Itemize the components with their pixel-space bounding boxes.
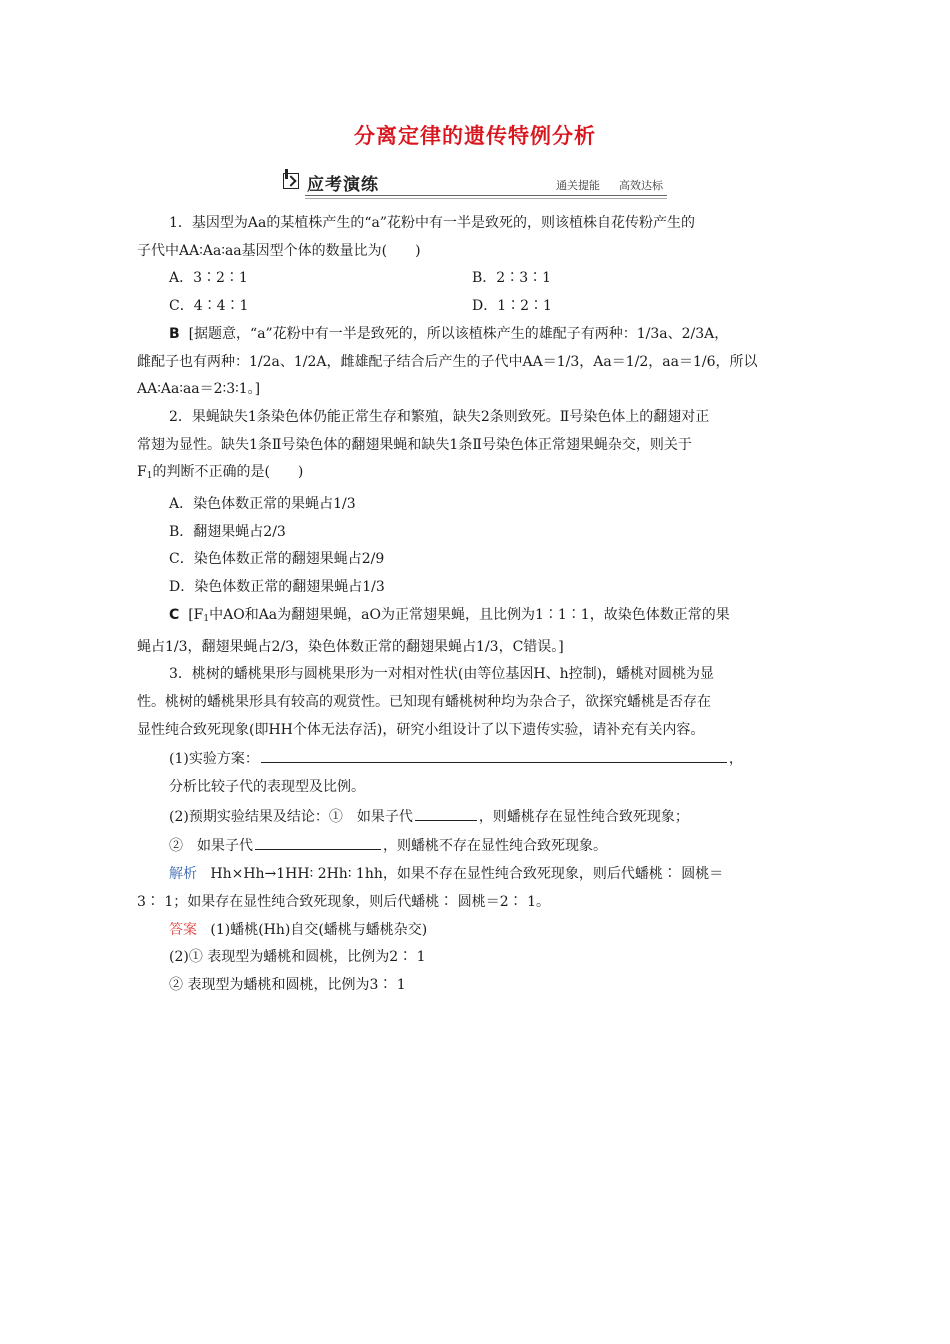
q3-answer-line: ② 表现型为蟠桃和圆桃，比例为3∶ 1: [169, 976, 406, 993]
option-d: D．染色体数正常的翻翅果蝇占1/3: [169, 579, 385, 596]
q1-explanation-line: AA∶Aa∶aa＝2∶3∶1。]: [137, 381, 261, 398]
q1-answer-letter: B: [169, 325, 180, 342]
option-b: B．2∶3∶1: [472, 270, 552, 287]
q2-stem-line: 常翅为显性。缺失1条Ⅱ号染色体的翻翅果蝇和缺失1条Ⅱ号染色体正常翅果蝇杂交，则关于: [137, 436, 692, 453]
q3-jiexi-line: 3∶ 1；如果存在显性纯合致死现象，则后代蟠桃∶ 圆桃＝2∶ 1。: [137, 893, 550, 910]
banner-subtitle: 通关提能 高效达标: [556, 179, 663, 192]
document-body: [137, 210, 817, 1000]
q1-explanation-line: 雌配子也有两种：1/2a、1/2A，雌雄配子结合后产生的子代中AA＝1/3，Aa＝1/2，aa＝1/6，所以: [137, 353, 758, 370]
option-c: C．染色体数正常的翻翅果蝇占2/9: [169, 551, 385, 568]
q2-explanation-text: 中AO和Aa为翻翅果蝇，aO为正常翅果蝇，且比例为1∶1∶1，故染色体数正常的果: [209, 606, 730, 623]
answer-blank[interactable]: [261, 744, 727, 763]
jiexi-label: 解析: [169, 866, 197, 883]
q3-jiexi-line: [137, 861, 817, 889]
option-d: D．1∶2∶1: [472, 298, 552, 315]
option-a: A．染色体数正常的果蝇占1/3: [169, 496, 356, 513]
part3-prefix: ② 如果子代: [169, 838, 253, 855]
q2-explanation-line: [137, 602, 817, 634]
q1-stem-line: 子代中AA∶Aa∶aa基因型个体的数量比为( ): [137, 242, 421, 259]
q2-stem-line: [137, 459, 817, 491]
f-symbol: F: [137, 464, 147, 481]
section-banner: [283, 172, 667, 196]
q2-stem-line: 2．果蝇缺失1条染色体仍能正常生存和繁殖，缺失2条则致死。Ⅱ号染色体上的翻翅对正: [169, 408, 710, 425]
answer-blank[interactable]: [415, 802, 477, 821]
subscript: 1: [203, 613, 210, 624]
q1-explanation-text: [据题意，“a”花粉中有一半是致死的，所以该植株产生的雄配子有两种：1/3a、2/3A，: [188, 325, 729, 342]
answer-blank[interactable]: [255, 831, 381, 850]
q3-part1-line: [137, 744, 817, 774]
q2-explanation-text: [F: [188, 606, 204, 623]
answer-text: (1)蟠桃(Hh)自交(蟠桃与蟠桃杂交): [210, 921, 428, 938]
banner-rule-thin: [305, 198, 667, 199]
q3-part1-cont: 分析比较子代的表现型及比例。: [169, 779, 365, 796]
option-a: A．3∶2∶1: [169, 270, 248, 287]
q1-options-row: [137, 265, 817, 293]
part2-suffix: ，则蟠桃存在显性纯合致死现象；: [478, 808, 689, 825]
q3-stem-line: 显性纯合致死现象(即HH个体无法存活)，研究小组设计了以下遗传实验，请补充有关内容。: [137, 721, 705, 738]
subscript: 1: [146, 471, 153, 482]
q3-part2-line: [137, 802, 817, 832]
banner-label: 应考演练: [307, 175, 379, 195]
q3-part3-line: [137, 831, 817, 861]
part3-suffix: ，则蟠桃不存在显性纯合致死现象。: [383, 838, 607, 855]
option-b: B．翻翅果蝇占2/3: [169, 523, 286, 540]
q3-stem-line: 3．桃树的蟠桃果形与圆桃果形为一对相对性状(由等位基因H、h控制)，蟠桃对圆桃为显: [169, 666, 715, 683]
q2-stem-text: 的判断不正确的是( ): [152, 464, 304, 481]
part2-prefix: (2)预期实验结果及结论：① 如果子代: [169, 808, 413, 825]
q2-explanation-line: 蝇占1/3，翻翅果蝇占2/3，染色体数正常的翻翅果蝇占1/3，C错误。]: [137, 638, 564, 655]
daan-label: 答案: [169, 921, 197, 938]
part1-label: (1)实验方案：: [169, 751, 259, 768]
q1-stem-line: 1．基因型为Aa的某植株产生的“a”花粉中有一半是致死的，则该植株自花传粉产生的: [169, 215, 696, 231]
option-c: C．4∶4∶1: [169, 298, 249, 315]
page-title: 分离定律的遗传特例分析: [354, 124, 596, 148]
q3-answer-line: [137, 917, 817, 945]
checkbox-arrow-icon: [283, 173, 299, 189]
banner-rule: [305, 195, 667, 196]
punctuation: ，: [728, 751, 743, 768]
jiexi-text: Hh×Hh→1HH∶ 2Hh∶ 1hh，如果不存在显性纯合致死现象，则后代蟠桃∶ 圆桃＝: [210, 866, 724, 883]
q3-answer-line: (2)① 表现型为蟠桃和圆桃，比例为2∶ 1: [169, 949, 426, 966]
q1-explanation-line: [137, 321, 817, 349]
q3-stem-line: 性。桃树的蟠桃果形具有较高的观赏性。已知现有蟠桃树种均为杂合子，欲探究蟠桃是否存在: [137, 693, 711, 710]
q1-options-row: [137, 293, 817, 321]
q2-answer-letter: C: [169, 606, 180, 623]
